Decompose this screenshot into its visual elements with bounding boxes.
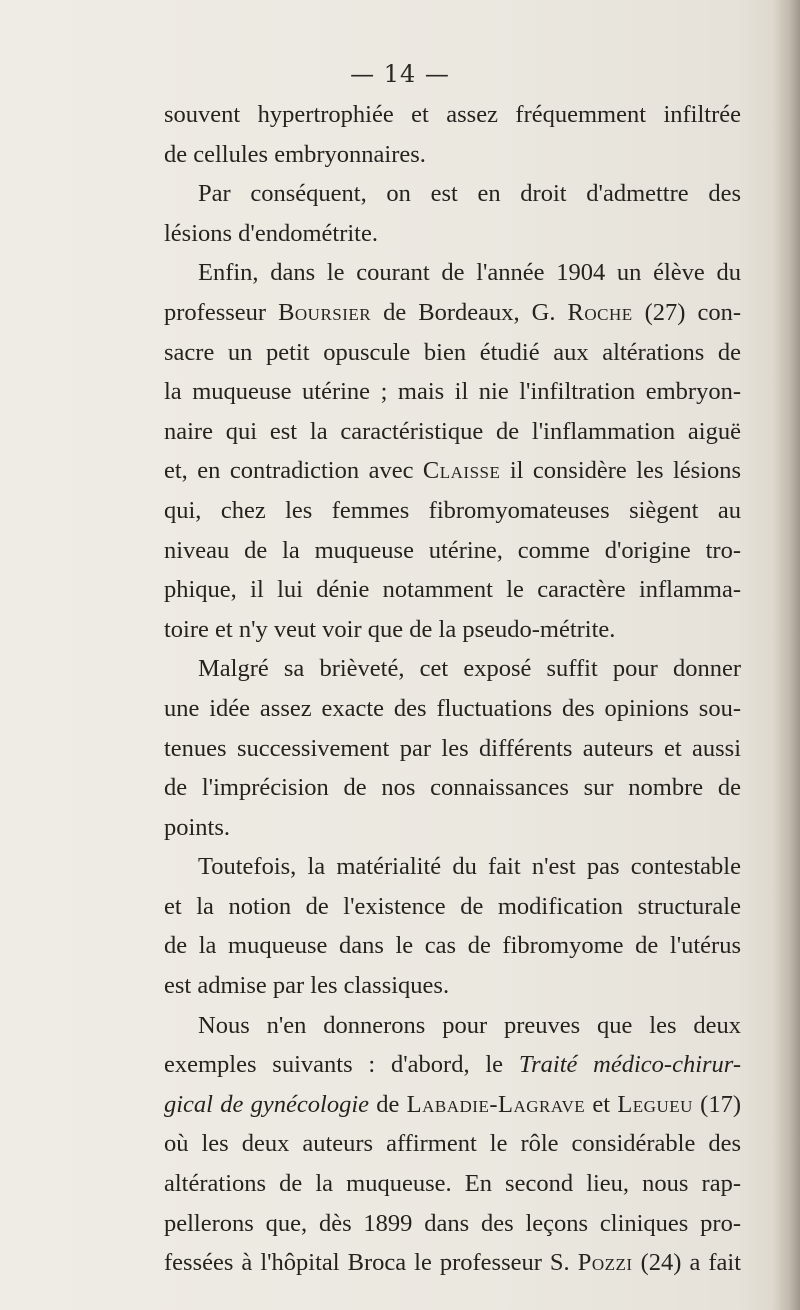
page-number: — 14 — — [350, 60, 450, 88]
text-line: de l'imprécision de nos connaissances sur nombre de — [164, 774, 741, 802]
text-line: pellerons que, dès 1899 dans des leçons cliniques pro- — [164, 1209, 741, 1237]
body-text — [164, 95, 741, 1283]
text-line: sacre un petit opuscule bien étudié aux altérations de — [164, 338, 741, 366]
text-line: gical de gynécologie de Labadie-Lagrave et Legueu (17) — [164, 1090, 741, 1118]
text-line: Toutefois, la matérialité du fait n'est pas contestable — [198, 853, 741, 881]
text-line: professeur Boursier de Bordeaux, G. Roche (27) con- — [164, 298, 741, 326]
text-line: souvent hypertrophiée et assez fréquemment infiltrée — [164, 101, 741, 128]
author-name: Roche — [567, 298, 633, 326]
text-line: Nous n'en donnerons pour preuves que les deux — [198, 1011, 741, 1039]
text-line: toire et n'y veut voir que de la pseudo-métrite. — [164, 615, 616, 643]
text-line: et, en contradiction avec Claisse il considère les lésions — [164, 457, 742, 485]
text-line: phique, il lui dénie notamment le caractère inflamma- — [164, 576, 741, 604]
text-line: de la muqueuse dans le cas de fibromyome de l'utérus — [164, 932, 741, 960]
text-line: points. — [164, 813, 231, 841]
text-line: la muqueuse utérine ; mais il nie l'infiltration embryon- — [164, 378, 741, 406]
text-line: exemples suivants : d'abord, le Traité médico-chirur- — [164, 1051, 742, 1079]
text-line: une idée assez exacte des fluctuations des opinions sou- — [164, 694, 741, 722]
text-line: qui, chez les femmes fibromyomateuses siègent au — [164, 496, 741, 524]
text-line: niveau de la muqueuse utérine, comme d'origine tro- — [164, 536, 741, 564]
book-title: gical de gynécologie — [164, 1090, 369, 1118]
page-edge-shadow — [772, 0, 800, 1310]
author-name: Legueu — [617, 1090, 693, 1118]
text-line: tenues successivement par les différents auteurs et aussi — [164, 734, 741, 762]
text-line: Malgré sa brièveté, cet exposé suffit pour donner — [198, 655, 741, 683]
author-name: Labadie-Lagrave — [406, 1090, 586, 1118]
text-line: est admise par les classiques. — [164, 972, 450, 1000]
text-line: où les deux auteurs affirment le rôle considérable des — [164, 1130, 741, 1158]
text-line: lésions d'endométrite. — [164, 219, 378, 247]
author-name: Claisse — [422, 457, 501, 485]
text-line: Enfin, dans le courant de l'année 1904 un élève du — [198, 259, 741, 287]
author-name: Boursier — [278, 298, 372, 326]
author-name: Pozzi — [577, 1249, 633, 1277]
text-line: naire qui est la caractéristique de l'inflammation aiguë — [164, 417, 741, 445]
text-line: et la notion de l'existence de modification structurale — [164, 892, 741, 920]
text-line: Par conséquent, on est en droit d'admettre des — [198, 180, 741, 208]
text-line: fessées à l'hôpital Broca le professeur S. Pozzi (24) a fait — [164, 1249, 741, 1277]
text-line: de cellules embryonnaires. — [164, 140, 426, 168]
text-line: altérations de la muqueuse. En second lieu, nous rap- — [164, 1170, 741, 1198]
book-title: Traité médico-chirur- — [518, 1051, 742, 1079]
